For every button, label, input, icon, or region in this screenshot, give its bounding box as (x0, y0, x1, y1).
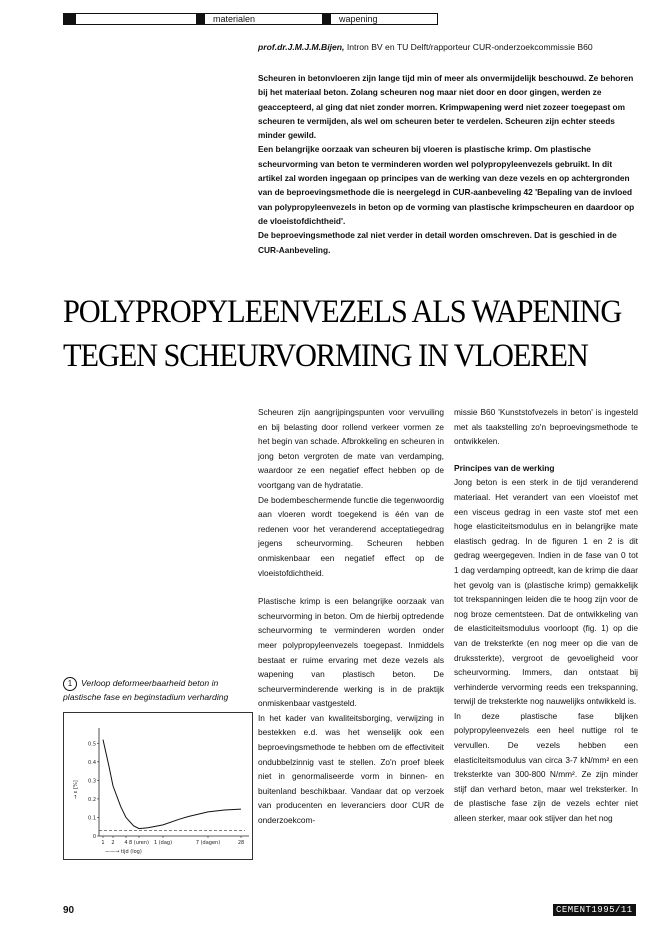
intro-paragraph-2: Een belangrijke oorzaak van scheuren bij vloeren is plastische krimp. Om plastische scheurvorming van beton te verminderen worden wel polypropyleenvezels gebruikt. In dit artikel zal worden ingegaan op principes van de werking van deze vezels en op achtergronden van de beproevingsmethode die is neergelegd in CUR-aanbeveling 42 'Bepaling van de invloed van polypropyleenvezels in beton op de vorming van plastische krimpscheuren en daardoor op de vloeistofdichtheid'. (258, 144, 635, 226)
intro-paragraph-3: De beproevingsmethode zal niet verder in detail worden omschreven. Dat is geschied in de CUR-Aanbeveling. (258, 230, 617, 255)
intro-paragraph-1: Scheuren in betonvloeren zijn lange tijd min of meer als onvermijdelijk beschouwd. Ze behoren bij het materiaal beton. Zolang scheuren nog maar niet door en door gingen, werden ze geaccepteerd, al ging dat niet zonder morren. Krimpwapening werd niet zozeer toegepast om scheuren te vermijden, als wel om scheuren beter te verdelen. Scheuren zijn echter steeds minder gewild. (258, 73, 634, 141)
issue-label: CEMENT1995/11 (553, 904, 636, 916)
figure-number: 1 (63, 677, 77, 691)
header-black-block-mid (197, 13, 204, 25)
x-tick-label: 1 (101, 840, 105, 846)
y-tick-label: 0 (92, 834, 96, 840)
intro-block (258, 71, 638, 257)
header-black-block-left (63, 13, 75, 25)
header-blank-box (75, 13, 197, 25)
x-axis-label: ——→ tijd (log) (105, 849, 142, 855)
page-number: 90 (63, 905, 75, 916)
header-section-materialen: materialen (204, 13, 330, 25)
figure-caption-line-1: Verloop deformeerbaarheid beton in (81, 678, 219, 688)
x-tick-label: 8 (uren) (128, 840, 150, 846)
col1-paragraph-2: De bodembeschermende functie die tegenwoordig aan vloeren wordt toegekend is één van de redenen voor het veranderend acceptatiegedrag jegens scheurvorming. Scheuren hebben onmiskenbaar een negatief effect op de vloeistofdichtheid. (258, 494, 444, 578)
body-column-1 (258, 405, 444, 828)
deformability-chart (63, 712, 253, 860)
y-tick-label: 0.1 (88, 815, 96, 822)
article-title-line-2: TEGEN SCHEURVORMING IN VLOEREN (63, 338, 588, 374)
col1-paragraph-3: Plastische krimp is een belangrijke oorzaak van scheurvorming in beton. Om de hierbij optredende scheurvorming te verminderen worden onder meer polypropyleenvezels toegepast. Inmiddels bestaat er ruime ervaring met deze vezels als wapening van plastisch beton. De scheurverminderende werking is in de praktijk onmiskenbaar vastgesteld. (258, 596, 444, 709)
x-tick-label: 2 (111, 840, 115, 846)
x-tick-label: 28 (237, 840, 245, 846)
y-tick-label: 0.4 (88, 759, 96, 766)
y-tick-label: 0.2 (88, 796, 96, 803)
x-tick-label: 1 (dag) (153, 840, 173, 846)
y-axis-label: → ε [%] (73, 780, 79, 799)
col1-paragraph-4: In het kader van kwaliteitsborging, verwijzing in bestekken e.d. was het wenselijk ook een beproevingsmethode te hebben om de effectiviteit ondubbelzinnig vast te stellen. Zo'n proef bleek niet in genormaliseerde vorm in binnen- en buitenland beschikbaar. Vandaar dat op verzoek van producenten en leveranciers door CUR de onderzoekcom- (258, 712, 444, 826)
article-title-line-1: POLYPROPYLEENVEZELS ALS WAPENING (63, 294, 622, 330)
col2-paragraph-3: In deze plastische fase blijken polypropyleenvezels een heel nuttige rol te vervullen. De vezels hebben een elasticiteitsmodulus van circa 3-7 kN/mm² en een treksterkte van 300-800 N/mm². Ze zijn minder stijf dan verhard beton, maar wel treksterker. In de plastische fase zijn de vezels echter niet alleen sterker, maar ook stijver dan het nog (454, 710, 638, 824)
x-tick-label: 4 (124, 840, 128, 846)
col1-paragraph-1: Scheuren zijn aangrijpingspunten voor vervuiling en bij belasting door rollend verkeer vormen ze het begin van schade. Afbrokkeling en scheuren in jong beton vergroten de mate van verdamping, waardoor ze een negatief effect hebben op de voortgang van de hydratatie. (258, 407, 444, 490)
section-heading-principes: Principes van de werking (454, 462, 555, 473)
header-black-block-right (322, 13, 330, 25)
body-column-2 (454, 405, 638, 826)
author-affiliation: Intron BV en TU Delft/rapporteur CUR-onderzoekcommissie B60 (346, 42, 593, 52)
col2-paragraph-2: Jong beton is een sterk in de tijd veranderend materiaal. Het verandert van een vloeistof met een visceus gedrag in een vaste stof met een hoge elasticiteitsmodulus en in belangrijke mate elastisch gedrag. In de figuren 1 en 2 is dit gedrag weergegeven. Indien in de fase van 0 tot 1 dag verdamping optreedt, kan de krimp die daar het gevolg van is (plastische krimp) gemakkelijk tot trekspanningen leiden die te hoog zijn voor de nog broze cementsteen. Dat de ontwikkeling van de elasticiteitsmodulus voorloopt (fig. 1) op die van de treksterkte (en nog meer op die van de drukssterkte), vergroot de gevoeligheid voor scheurvorming. Immers, dan ontstaat bij verhinderde vervorming reeds een trekspanning, terwijl de treksterkte nog nauwelijks ontwikkeld is. (454, 477, 638, 707)
figure-caption-line-2: plastische fase en beginstadium verharding (63, 692, 229, 702)
header-section-wapening: wapening (330, 13, 438, 25)
figure-caption (63, 677, 253, 704)
y-tick-label: 0.5 (88, 741, 96, 748)
author-line (258, 42, 593, 53)
author-name: prof.dr.J.M.J.M.Bijen, (258, 42, 345, 52)
col2-paragraph-1: missie B60 'Kunststofvezels in beton' is ingesteld met als taakstelling zo'n beproevingsmethode te ontwikkelen. (454, 407, 638, 447)
y-tick-label: 0.3 (88, 778, 96, 785)
x-tick-label: 7 (dagen) (195, 840, 221, 846)
